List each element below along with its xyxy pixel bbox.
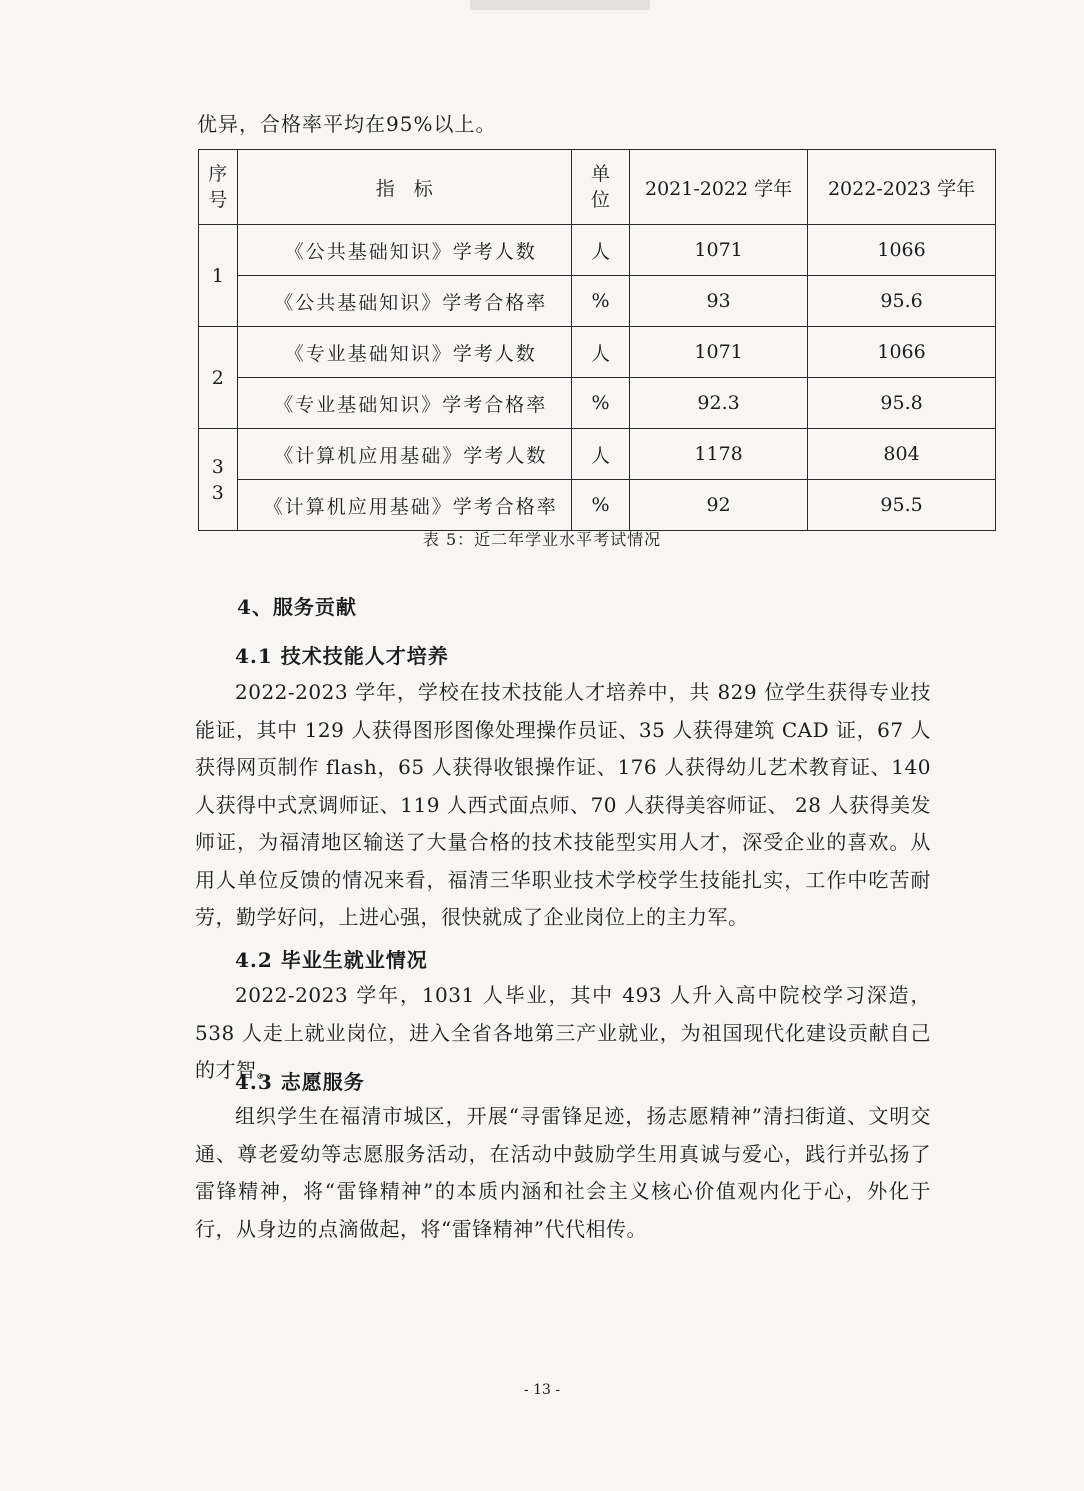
unit-cell: % bbox=[571, 276, 629, 327]
header-unit: 单 位 bbox=[571, 150, 629, 225]
subsection-heading-4-3: 4.3 志愿服务 bbox=[235, 1070, 365, 1094]
header-year1: 2021-2022 学年 bbox=[630, 150, 808, 225]
indicator-cell: 《计算机应用基础》学考人数 bbox=[237, 429, 571, 480]
table-row bbox=[199, 429, 996, 480]
header-num: 序 号 bbox=[199, 150, 238, 225]
indicator-cell: 《计算机应用基础》学考合格率 bbox=[237, 480, 571, 531]
indicator-cell: 《专业基础知识》学考人数 bbox=[237, 327, 571, 378]
value-cell-y2: 95.8 bbox=[808, 378, 996, 429]
value-cell-y2: 95.5 bbox=[808, 480, 996, 531]
value-cell-y2: 804 bbox=[808, 429, 996, 480]
table-caption: 表 5：近二年学业水平考试情况 bbox=[422, 530, 662, 549]
value-cell-y1: 92.3 bbox=[630, 378, 808, 429]
indicator-cell: 《公共基础知识》学考合格率 bbox=[237, 276, 571, 327]
header-year2: 2022-2023 学年 bbox=[808, 150, 996, 225]
value-cell-y2: 1066 bbox=[808, 225, 996, 276]
value-cell-y1: 1071 bbox=[630, 327, 808, 378]
row-group-num: 3 3 bbox=[199, 429, 238, 531]
paragraph-4-2: 2022-2023 学年，1031 人毕业，其中 493 人升入高中院校学习深造，538 人走上就业岗位，进入全省各地第三产业就业，为祖国现代化建设贡献自己的才智。 bbox=[195, 983, 931, 1082]
unit-cell: 人 bbox=[571, 225, 629, 276]
intro-text: 优异，合格率平均在95%以上。 bbox=[197, 112, 497, 136]
value-cell-y1: 1071 bbox=[630, 225, 808, 276]
indicator-cell: 《公共基础知识》学考人数 bbox=[237, 225, 571, 276]
unit-cell: 人 bbox=[571, 327, 629, 378]
subsection-heading-4-1: 4.1 技术技能人才培养 bbox=[235, 644, 449, 668]
unit-cell: % bbox=[571, 480, 629, 531]
value-cell-y1: 92 bbox=[630, 480, 808, 531]
unit-cell: 人 bbox=[571, 429, 629, 480]
scan-artifact bbox=[470, 0, 650, 10]
value-cell-y1: 93 bbox=[630, 276, 808, 327]
row-group-num: 2 bbox=[199, 327, 238, 429]
table-row bbox=[199, 378, 996, 429]
table-row bbox=[199, 276, 996, 327]
table-row bbox=[199, 225, 996, 276]
subsection-heading-4-2: 4.2 毕业生就业情况 bbox=[235, 948, 428, 972]
table-row bbox=[199, 480, 996, 531]
page-number: - 13 - bbox=[523, 1382, 561, 1398]
section-heading: 4、服务贡献 bbox=[237, 595, 357, 619]
exam-results-table bbox=[198, 149, 996, 531]
indicator-cell: 《专业基础知识》学考合格率 bbox=[237, 378, 571, 429]
value-cell-y2: 95.6 bbox=[808, 276, 996, 327]
header-indicator: 指 标 bbox=[237, 150, 571, 225]
value-cell-y1: 1178 bbox=[630, 429, 808, 480]
value-cell-y2: 1066 bbox=[808, 327, 996, 378]
unit-cell: % bbox=[571, 378, 629, 429]
paragraph-4-3: 组织学生在福清市城区，开展“寻雷锋足迹，扬志愿精神”清扫街道、文明交通、尊老爱幼等志愿服务活动，在活动中鼓励学生用真诚与爱心，践行并弘扬了雷锋精神，将“雷锋精神”的本质内涵和社会主义核心价值观内化于心，外化于行，从身边的点滴做起，将“雷锋精神”代代相传。 bbox=[195, 1104, 931, 1241]
table-row bbox=[199, 327, 996, 378]
table-header-row bbox=[199, 150, 996, 225]
row-group-num: 1 bbox=[199, 225, 238, 327]
paragraph-4-1: 2022-2023 学年，学校在技术技能人才培养中，共 829 位学生获得专业技能证，其中 129 人获得图形图像处理操作员证、35 人获得建筑 CAD 证，67 人获得网页制作 flash，65 人获得收银操作证、176 人获得幼儿艺术教育证、140 人获得中式烹调师证、119 人西式面点师、70 人获得美容师证、 28 人获得美发师证，为福清地区输送了大量合格的技术技能型实用人才，深受企业的喜欢。从用人单位反馈的情况来看，福清三华职业技术学校学生技能扎实，工作中吃苦耐劳，勤学好问，上进心强，很快就成了企业岗位上的主力军。 bbox=[195, 680, 931, 929]
